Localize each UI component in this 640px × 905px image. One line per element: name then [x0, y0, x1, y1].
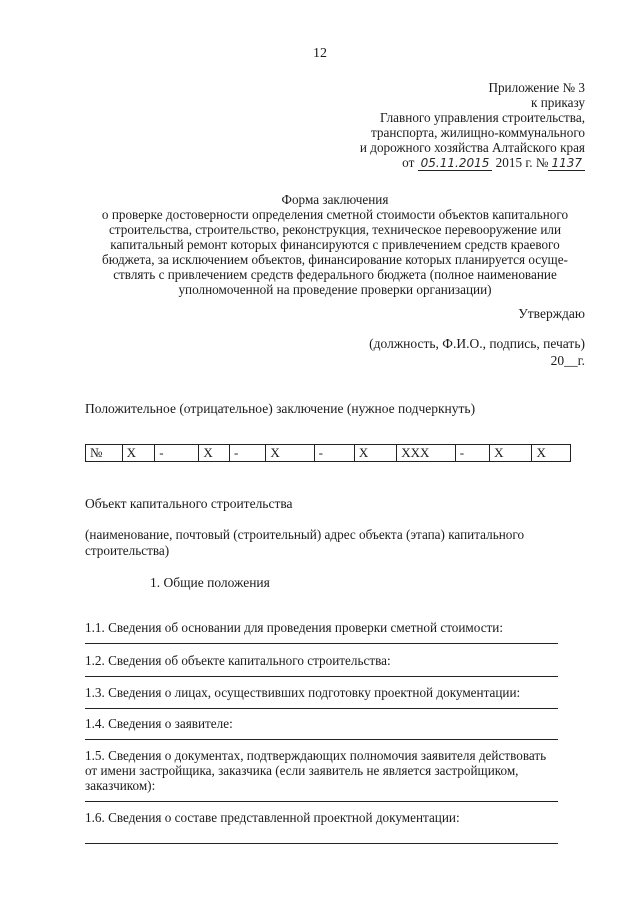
date-suffix: 2015 г. №: [495, 155, 549, 170]
appendix-line: Приложение № 3: [488, 80, 585, 95]
field-fill-line: [85, 843, 558, 844]
field-label: 1.3. Сведения о лицах, осуществивших подготовку проектной документации:: [85, 685, 521, 700]
page-number: 12: [313, 46, 327, 61]
appendix-line: Главного управления строительства,: [379, 110, 585, 125]
grid-cell: X: [354, 445, 396, 462]
grid-cell: X: [266, 445, 314, 462]
field-1-2: [85, 653, 558, 677]
form-title-line: строительства, строительство, реконструкция, техническое перевооружение или: [108, 222, 562, 237]
field-fill-line: [85, 801, 558, 802]
conclusion-number-grid: [85, 444, 571, 462]
grid-cell: -: [155, 445, 199, 462]
form-title-line: о проверке достоверности определения сметной стоимости объектов капитального: [101, 207, 569, 222]
object-hint: (наименование, почтовый (строительный) адрес объекта (этапа) капитального строительства): [85, 527, 525, 558]
field-1-1: [85, 620, 558, 644]
field-label: 1.2. Сведения об объекте капитального строительства:: [85, 653, 391, 668]
grid-cell: X: [532, 445, 571, 462]
grid-cell: №: [86, 445, 123, 462]
field-label: 1.1. Сведения об основании для проведения проверки сметной стоимости:: [85, 620, 504, 635]
handwritten-order-number: 1137: [548, 157, 585, 171]
signature-hint: (должность, Ф.И.О., подпись, печать): [369, 336, 585, 351]
grid-cell: XXX: [397, 445, 455, 462]
verdict-text: Положительное (отрицательное) заключение (нужное подчеркнуть): [85, 401, 476, 416]
field-fill-line: [85, 643, 558, 644]
field-fill-line: [85, 708, 558, 709]
order-date-line: [360, 155, 585, 171]
form-title-line: Форма заключения: [281, 192, 389, 207]
date-prefix: от: [402, 155, 415, 170]
grid-cell: -: [314, 445, 354, 462]
appendix-line: и дорожного хозяйства Алтайского края: [359, 140, 585, 155]
field-label: 1.5. Сведения о документах, подтверждающих полномочия заявителя действовать от имени застройщика, заказчика (если заявитель не является застройщиком, заказчиком):: [85, 748, 547, 793]
form-title-line: бюджета, за исключением объектов, финансирование которых планируется осуще-: [102, 252, 568, 267]
field-label: 1.4. Сведения о заявителе:: [85, 716, 233, 731]
year-line: 20__г.: [550, 353, 585, 368]
grid-cell: X: [122, 445, 155, 462]
field-1-4: [85, 716, 558, 740]
form-title: [60, 192, 610, 297]
field-fill-line: [85, 739, 558, 740]
grid-cell: X: [490, 445, 532, 462]
appendix-line: к приказу: [531, 95, 585, 110]
form-title-line: капитальный ремонт которых финансируются с привлечением средств краевого: [110, 237, 560, 252]
field-label: 1.6. Сведения о составе представленной проектной документации:: [85, 810, 460, 825]
handwritten-date: 05.11.2015: [418, 157, 493, 171]
appendix-line: транспорта, жилищно-коммунального: [370, 125, 585, 140]
grid-cell: -: [455, 445, 489, 462]
field-1-5: [85, 748, 558, 802]
section-title: 1. Общие положения: [150, 575, 270, 590]
object-title: Объект капитального строительства: [85, 496, 293, 511]
field-fill-line: [85, 676, 558, 677]
field-1-6: [85, 810, 558, 844]
grid-cell: X: [199, 445, 230, 462]
grid-cell: -: [230, 445, 266, 462]
form-title-line: уполномоченной на проведение проверки организации): [178, 282, 492, 297]
approval-label: Утверждаю: [518, 306, 585, 321]
appendix-block: [360, 80, 585, 171]
field-1-3: [85, 685, 558, 709]
form-title-line: ствлять с привлечением средств федерального бюджета (полное наименование: [113, 267, 557, 282]
